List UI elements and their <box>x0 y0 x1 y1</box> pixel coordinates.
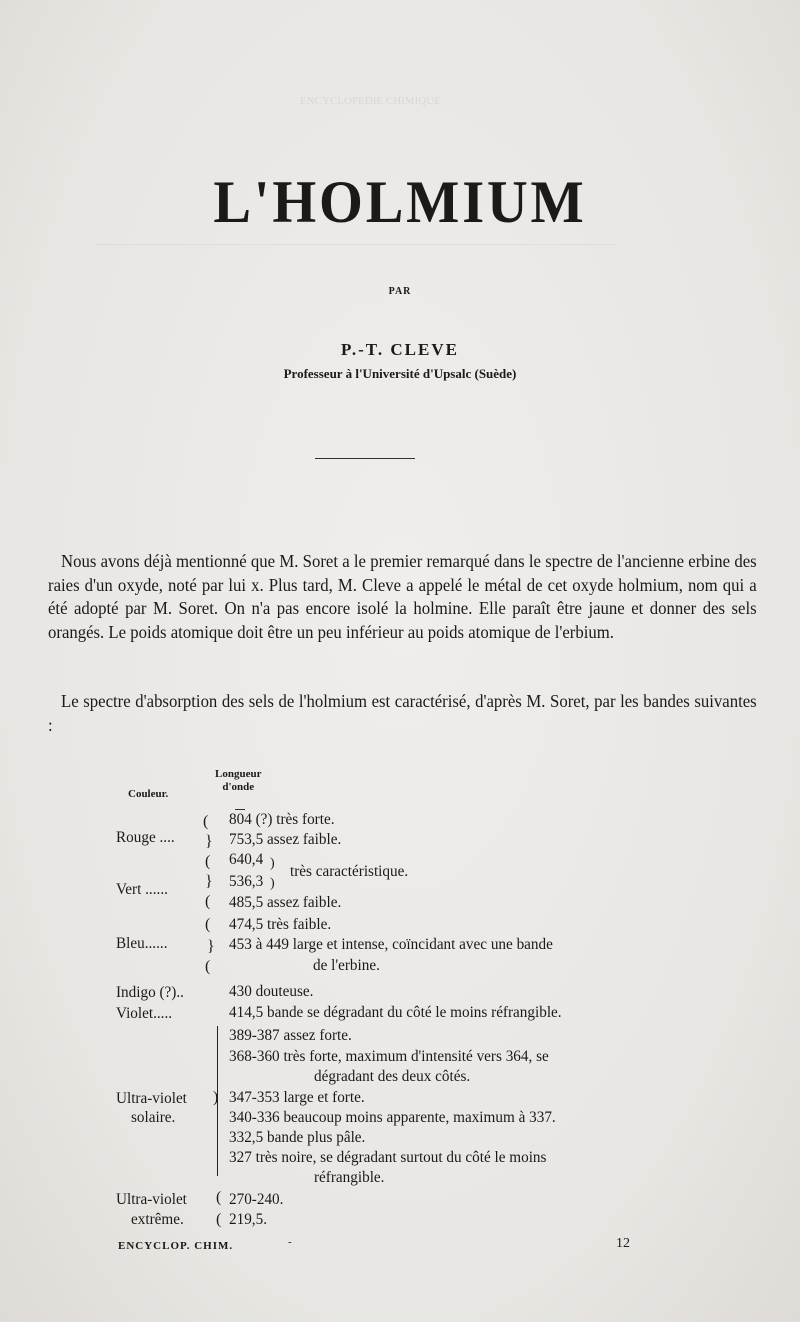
label-extreme: extrême. <box>131 1211 184 1228</box>
brace: ) <box>270 876 275 891</box>
paragraph-spectrum-text: Le spectre d'absorption des sels de l'holmium est caractérisé, d'après M. Soret, par les bandes suivantes : <box>48 691 757 735</box>
label-ultraviolet: Ultra-violet <box>116 1090 187 1107</box>
value-row: 804 (?) très forte. <box>229 811 335 828</box>
value-row: 753,5 assez faible. <box>229 831 342 848</box>
value-row: 332,5 bande plus pâle. <box>229 1129 366 1146</box>
brace: ( <box>203 813 209 830</box>
value-row: 340-336 beaucoup moins apparente, maximum à 337. <box>229 1109 556 1126</box>
value-row: 430 douteuse. <box>229 983 314 1000</box>
value-row: 453 à 449 large et intense, coïncidant avec une bande <box>229 936 553 953</box>
value-row: 347-353 large et forte. <box>229 1089 365 1106</box>
value-row: 414,5 bande se dégradant du côté le moins réfrangible. <box>229 1004 562 1021</box>
brace: ( <box>205 958 211 975</box>
brace: ( <box>216 1189 222 1206</box>
label-ultraviolet-2: Ultra-violet <box>116 1191 187 1208</box>
header-wavelength <box>215 768 261 794</box>
brace: } <box>205 833 213 850</box>
header-wavelength-line1: Longueur <box>215 768 262 780</box>
title-divider <box>315 458 415 459</box>
value-row: 640,4 <box>229 851 264 868</box>
label-bleu: Bleu...... <box>116 935 168 952</box>
author-name: P.-T. CLEVE <box>341 340 459 359</box>
brace: ( <box>205 916 211 933</box>
bleed-through: ENCYCLOPÉDIE CHIMIQUE <box>300 95 441 107</box>
paragraph-intro <box>48 550 757 644</box>
value-row: 368-360 très forte, maximum d'intensité vers 364, se <box>229 1048 549 1065</box>
bleed-through: ———————————————————————————————————————— <box>95 236 615 251</box>
value-row: 270-240. <box>229 1191 284 1208</box>
paragraph-spectrum <box>48 690 757 737</box>
page-number: 12 <box>616 1236 630 1251</box>
label-solaire: solaire. <box>131 1109 176 1126</box>
label-rouge: Rouge .... <box>116 829 175 846</box>
paragraph-intro-text: Nous avons déjà mentionné que M. Soret a le premier remarqué dans le spectre de l'ancienne erbine des raies d'un oxyde, noté par lui x. Plus tard, M. Cleve a appelé le métal de cet oxyde holmium, nom qui a été adopté par M. Soret. On n'a pas encore isolé la holmine. Elle paraît être jaune et donner des sels orangés. Le poids atomique doit être un peu inférieur au poids atomique de l'erbium. <box>48 551 757 642</box>
label-vert: Vert ...... <box>116 881 168 898</box>
header-color: Couleur. <box>128 788 169 800</box>
value-row: réfrangible. <box>314 1169 385 1186</box>
label-violet: Violet..... <box>116 1005 173 1022</box>
value-row: de l'erbine. <box>313 957 380 974</box>
footer-dash: - <box>288 1236 292 1248</box>
value-row: 536,3 <box>229 873 264 890</box>
value-row: 389-387 assez forte. <box>229 1027 352 1044</box>
label-indigo: Indigo (?).. <box>116 984 184 1001</box>
value-row: 327 très noire, se dégradant surtout du côté le moins <box>229 1149 547 1166</box>
value-row: 219,5. <box>229 1211 267 1228</box>
brace: ( <box>205 853 211 870</box>
par-label: PAR <box>388 286 412 297</box>
brace: ( <box>216 1211 222 1228</box>
value-row: 474,5 très faible. <box>229 916 332 933</box>
header-wavelength-line2: d'onde <box>222 781 255 793</box>
brace: ( <box>205 893 211 910</box>
value-row: 485,5 assez faible. <box>229 894 342 911</box>
author-affiliation: Professeur à l'Université d'Upsalc (Suède) <box>283 366 517 381</box>
brace: ) <box>270 856 275 871</box>
brace: ) <box>213 1089 219 1106</box>
brace: } <box>207 938 215 955</box>
value-row: dégradant des deux côtés. <box>314 1068 471 1085</box>
page-title: L'HOLMIUM <box>213 169 587 235</box>
value-note: très caractéristique. <box>290 863 409 880</box>
brace: } <box>205 873 213 890</box>
footer-signature: ENCYCLOP. CHIM. <box>118 1240 234 1252</box>
